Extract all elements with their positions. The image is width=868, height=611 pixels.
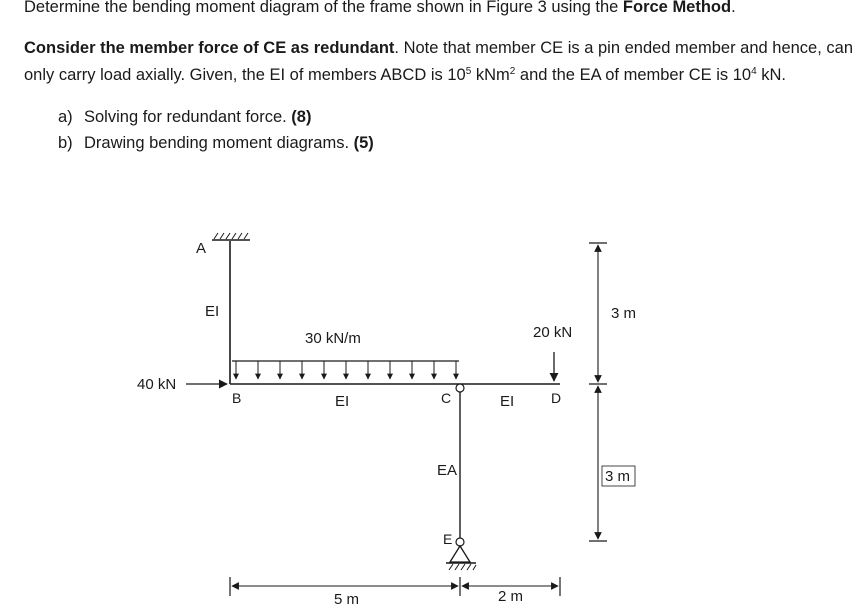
fixed-support-a [212, 233, 250, 240]
member-ab-stiffness: EI [205, 303, 220, 320]
problem-line-1-text: Determine the bending moment diagram of the frame shown in Figure 3 using the [24, 0, 623, 16]
pin-c [456, 384, 464, 392]
dim-span2-label: 2 m [498, 588, 524, 605]
udl-load [232, 361, 459, 379]
method-name: Force Method [622, 0, 732, 16]
dim-top-label: 3 m [611, 305, 637, 322]
pinned-support-e [446, 546, 476, 570]
point-load-label: 20 kN [533, 324, 573, 341]
problem-line-3-c: and the EA of member CE is 10 [515, 66, 752, 84]
part-b-label: b) [58, 134, 73, 152]
node-e-label: E [443, 531, 453, 547]
dim-span1-label: 5 m [334, 591, 360, 608]
part-b-marks: (5) [353, 134, 374, 152]
problem-line-2-text: . Note that member CE is a pin ended member and hence, can [394, 39, 853, 57]
node-c-label: C [441, 390, 452, 406]
problem-line-3-a: only carry load axially. Given, the EI of members ABCD is 10 [24, 66, 466, 84]
dim-bottom-label: 3 m [605, 468, 631, 485]
member-ce-stiffness: EA [437, 462, 458, 479]
problem-line-3-d: kN. [756, 66, 786, 84]
dimension-top [589, 243, 607, 384]
node-b-label: B [232, 390, 242, 406]
horizontal-load-label: 40 kN [137, 376, 177, 393]
problem-line-3-b: kNm [471, 66, 510, 84]
ea-exponent: 4 [751, 66, 757, 77]
unit-exponent: 2 [509, 66, 516, 77]
part-a-marks: (8) [291, 108, 312, 126]
dimension-bottom [589, 386, 607, 541]
node-d-label: D [551, 390, 562, 406]
part-a-label: a) [58, 108, 73, 126]
problem-line-1-end: . [731, 0, 736, 16]
ei-exponent: 5 [465, 66, 472, 77]
udl-label: 30 kN/m [305, 330, 361, 347]
part-b-text: Drawing bending moment diagrams. [84, 134, 354, 152]
member-cd-stiffness: EI [500, 393, 515, 410]
part-a-text: Solving for redundant force. [84, 108, 292, 126]
node-a-label: A [196, 240, 207, 257]
redundant-statement: Consider the member force of CE as redundant [24, 39, 395, 57]
member-bc-stiffness: EI [335, 393, 350, 410]
